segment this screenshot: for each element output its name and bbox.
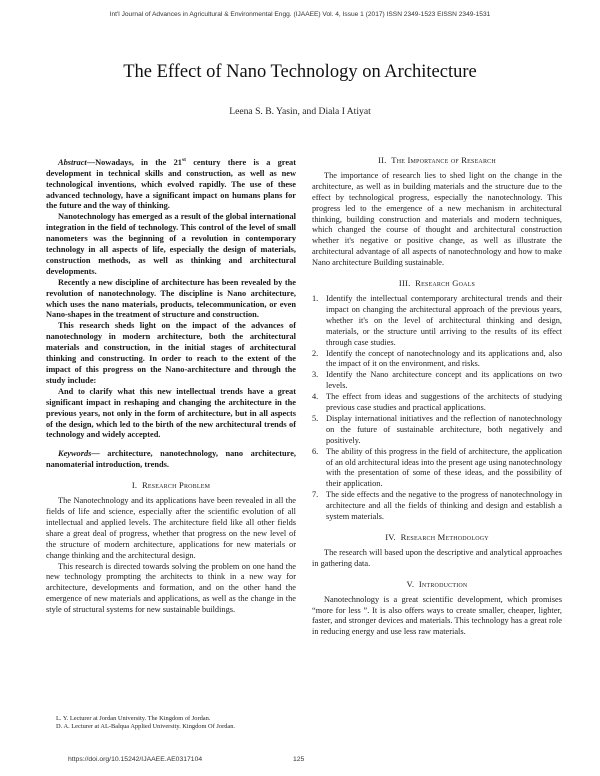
abstract-paragraph-4: This research sheds light on the impact of the advances of nanotechnology in modern architecture, both the architectural materials and construction, in the initial stages of architectural thinking and constructing. In order to reach to the extent of the impact of this progress on the Nano-architecture and through the study include: — [46, 321, 296, 385]
list-item — [312, 446, 562, 491]
section-title: The Importance of Research — [391, 155, 496, 165]
left-column — [46, 155, 296, 616]
list-item-text: The ability of this progress in the field of architecture, the application of an old architectural ideas into the present age using nanotechnology with the presentation of some of these ideas, and the possibility of their application. — [326, 446, 562, 489]
abstract-text-b: century there is a great development in technical skills and construction, as well as new technological inventions, which evolved rapidly. The use of these advanced technology, have a significant impact on humans plans for the future and the way of thinking. — [46, 157, 296, 211]
section-number: II. — [378, 155, 387, 165]
keywords-paragraph — [46, 449, 296, 471]
footnote: L. Y. Lecturer at Jordan University. The Kingdom of Jordan. — [56, 715, 211, 722]
paper-authors: Leena S. B. Yasin, and Diala I Atiyat — [229, 106, 371, 117]
right-column — [312, 155, 562, 638]
running-header: Int'l Journal of Advances in Agricultural & Environmental Engg. (IJAAEE) Vol. 4, Issue 1 (2017) ISSN 2349-1523 EISSN 2349-1531 — [109, 11, 491, 18]
section-heading-goals — [312, 278, 562, 289]
author-footnotes — [56, 715, 306, 732]
list-item-number: 2. — [312, 348, 319, 358]
abstract-paragraph-5: And to clarify what this new intellectual trends have a great significant impact in reshaping and changing the architecture in the previous years, not only in the form of architecture, but in all aspects of the design, which led to the birth of the new architectural trends of technology and widely accepted. — [46, 386, 296, 440]
page-number: 125 — [293, 756, 305, 763]
list-item — [312, 490, 562, 523]
list-item — [312, 293, 562, 349]
list-item-number: 4. — [312, 392, 319, 402]
section-heading-methodology — [312, 532, 562, 543]
keywords-text: — architecture, nanotechnology, nano architecture, nanomaterial introduction, trends. — [46, 449, 296, 470]
abstract-paragraph — [46, 155, 296, 212]
paper-title: The Effect of Nano Technology on Architecture — [123, 62, 477, 82]
goals-list — [312, 294, 562, 523]
list-item-text: Identify the concept of nanotechnology and its applications and, also the impact of it on the environment, and risks. — [326, 348, 562, 369]
list-item — [312, 348, 562, 371]
list-item-text: The effect from ideas and suggestions of the architects of studying previous case studies and practical applications. — [326, 392, 562, 413]
list-item-number: 5. — [312, 413, 319, 423]
section-title: Research Goals — [415, 278, 476, 289]
list-item — [312, 413, 562, 447]
section-number: I. — [131, 480, 138, 491]
list-item — [312, 392, 562, 414]
abstract-paragraph-2: Nanotechnology has emerged as a result of the global international integration in the field of technology. This control of the level of small nanometers was the beginning of a revolution in contemporary technology in all aspects of life, especially the design of materials, construction methods, as well as thinking and architectural developments. — [46, 212, 296, 276]
research-problem-paragraph-1: The Nanotechnology and its applications have been revealed in all the fields of life and science, especially after the scientific evolution of all intellectual and applied levels. The architecture field like all other fields share a great deal of progress, whether that progress on the new level of the structure of modern architecture, applications for new materials or change thinking and the architectural design. — [46, 496, 296, 560]
abstract-text-a: Nowadays, in the 21 — [95, 157, 182, 167]
list-item-text: The side effects and the negative to the progress of nanotechnology in architecture and all the fields of thinking and design and establish a system materials. — [326, 490, 562, 522]
abstract-label: Abstract — [58, 157, 87, 167]
introduction-paragraph: Nanotechnology is a great scientific development, which promises “more for less ”. It is also offers ways to create smaller, cheaper, lighter, faster, and stronger devices and materials. This technology has a great role in reducing energy and use less raw materials. — [312, 594, 562, 637]
list-item-number: 7. — [312, 490, 319, 500]
list-item — [312, 370, 562, 392]
section-heading-research-problem — [46, 480, 296, 491]
section-heading-introduction — [312, 579, 562, 590]
list-item-number: 3. — [312, 370, 319, 380]
section-number: IV. — [385, 532, 396, 542]
footnote: D. A. Lecturer at AL-Balqua Applied University. Kingdom Of Jordan. — [56, 723, 236, 731]
section-title: Introduction — [418, 578, 468, 589]
abstract-paragraph-3: Recently a new discipline of architecture has been revealed by the revolution of nanotechnology. The discipline is Nano architecture, which uses the nano materials, products, telecommunication, or even Nano-shapes in the treatment of structure and construction. — [46, 277, 296, 320]
section-heading-importance — [312, 155, 562, 166]
list-item-text: Display international initiatives and the reflection of nanotechnology on the future of sustainable architecture, both negatively and positively. — [326, 413, 562, 445]
list-item-text: Identify the Nano architecture concept and its applications on two levels. — [326, 370, 562, 391]
keywords-label: Keywords — [58, 449, 92, 459]
list-item-text: Identify the intellectual contemporary architectural trends and their impact on changing the architectural approach of the previous years, whether it's on the level of architectural thinking and design, materials, or the structure until arriving to the results of its effect through case studies. — [326, 293, 562, 347]
section-number: V. — [406, 578, 415, 589]
section-title: Research Methodology — [400, 532, 489, 542]
list-item-number: 6. — [312, 446, 319, 456]
abstract-superscript: st — [181, 157, 186, 163]
abstract-dash: — — [86, 157, 96, 167]
research-problem-paragraph-2: This research is directed towards solving the problem on one hand the new technology prompting the architects to think in a new way for architecture, developments and formation, and on the other hand the emergence of new materials and applications, as well as the change in the style of structural systems for new sustainable buildings. — [46, 561, 296, 615]
importance-paragraph: The importance of research lies to shed light on the change in the architecture, as well as in building materials and the structure due to the effect by technological progress, especially the nanotechnology. This progress led to the emergence of a new mechanism in architectural thinking, building construction and materials and modern techniques, which changed the course of thought and architectural construction whether it's negative or positive change, as well as illustrate the architectural advantage of all aspects of nanotechnology and how to make Nano architecture Building sustainable. — [312, 170, 562, 268]
doi-link[interactable]: https://doi.org/10.15242/IJAAEE.AE0317104 — [68, 756, 203, 763]
section-title: Research Problem — [141, 480, 211, 491]
list-item-number: 1. — [312, 293, 319, 303]
methodology-paragraph: The research will based upon the descriptive and analytical approaches in gathering data. — [312, 547, 562, 568]
section-number: III. — [398, 278, 411, 289]
